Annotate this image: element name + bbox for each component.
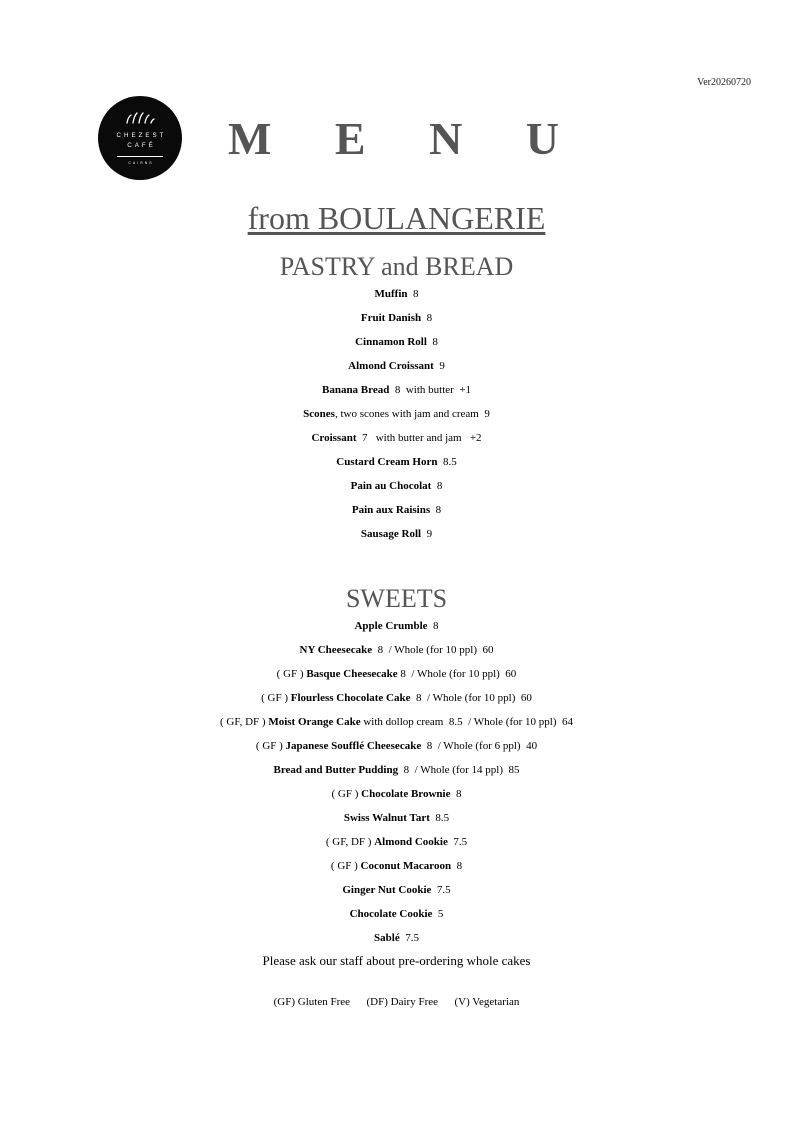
menu-item xyxy=(0,786,793,810)
menu-item xyxy=(0,882,793,906)
menu-item-name: Banana Bread xyxy=(321,384,390,396)
diet-legend: (GF) Gluten Free (DF) Dairy Free (V) Vegetarian xyxy=(273,996,520,1008)
menu-item-price: 7.5 xyxy=(431,884,451,896)
menu-item-price: 8 xyxy=(451,860,463,872)
menu-item-name: Sausage Roll xyxy=(360,528,422,540)
menu-item xyxy=(0,738,793,762)
menu-item xyxy=(0,382,793,406)
menu-item-name: Croissant xyxy=(311,432,357,444)
menu-item xyxy=(0,834,793,858)
menu-item-name: Chocolate Cookie xyxy=(349,908,433,920)
menu-item-price: 7.5 xyxy=(447,836,468,848)
menu-item xyxy=(0,430,793,454)
menu-item-name: Sablé xyxy=(374,932,400,944)
menu-item xyxy=(0,478,793,502)
menu-item-price: , two scones with jam and cream 9 xyxy=(334,408,490,420)
menu-item xyxy=(0,618,793,642)
menu-item-price: 9 xyxy=(421,528,433,540)
menu-item-name: Apple Crumble xyxy=(354,620,428,632)
menu-item-price: 8 xyxy=(426,336,438,348)
menu-item-price: 8 / Whole (for 10 ppl) 60 xyxy=(410,692,532,704)
menu-item-diet-tag: ( GF, DF ) xyxy=(219,716,269,728)
menu-item-name: Ginger Nut Cookie xyxy=(342,884,432,896)
menu-item-diet-tag: ( GF ) xyxy=(276,668,307,680)
menu-item xyxy=(0,906,793,930)
menu-item-name: Fruit Danish xyxy=(360,312,422,324)
logo-line-2: CAFÉ xyxy=(127,142,156,149)
menu-item xyxy=(0,642,793,666)
menu-item-name: Flourless Chocolate Cake xyxy=(290,692,411,704)
version-label: Ver20260720 xyxy=(697,77,751,88)
menu-item-price: 8 / Whole (for 10 ppl) 60 xyxy=(397,668,517,680)
menu-item-price: 8 / Whole (for 14 ppl) 85 xyxy=(398,764,520,776)
menu-item-name: Moist Orange Cake xyxy=(268,716,361,728)
menu-item xyxy=(0,666,793,690)
menu-item-price: with dollop cream 8.5 / Whole (for 10 ppl) 64 xyxy=(360,716,573,728)
section-header: from BOULANGERIE xyxy=(247,200,546,236)
menu-item xyxy=(0,358,793,382)
menu-item-price: 8 xyxy=(421,312,433,324)
menu-item-price: 8.5 xyxy=(437,456,457,468)
menu-item-name: Pain au Chocolat xyxy=(350,480,432,492)
menu-item-name: Almond Cookie xyxy=(374,836,448,848)
menu-item xyxy=(0,810,793,834)
logo-line-1: CHEZEST xyxy=(116,132,167,139)
menu-item-diet-tag: ( GF ) xyxy=(261,692,291,704)
menu-item-name: Japanese Soufflé Cheesecake xyxy=(285,740,422,752)
pastry-list xyxy=(0,286,793,550)
menu-item-price: 8 xyxy=(431,480,443,492)
menu-item-name: Scones xyxy=(303,408,335,420)
menu-item xyxy=(0,310,793,334)
menu-item-price: 8 xyxy=(407,288,419,300)
pastry-category-title: PASTRY and BREAD xyxy=(279,252,514,281)
sweets-category-title: SWEETS xyxy=(345,584,448,613)
menu-item xyxy=(0,334,793,358)
menu-item-price: 8 / Whole (for 6 ppl) 40 xyxy=(421,740,538,752)
preorder-note: Please ask our staff about pre-ordering whole cakes xyxy=(262,953,531,968)
menu-item-price: 8 / Whole (for 10 ppl) 60 xyxy=(372,644,494,656)
menu-item xyxy=(0,690,793,714)
menu-item-diet-tag: ( GF ) xyxy=(330,860,361,872)
menu-item-price: 8 xyxy=(427,620,439,632)
menu-item-name: Almond Croissant xyxy=(348,360,434,372)
menu-item-name: NY Cheesecake xyxy=(299,644,373,656)
menu-item-price: 7 with butter and jam +2 xyxy=(356,432,482,444)
menu-item-price: 5 xyxy=(432,908,444,920)
menu-item xyxy=(0,930,793,954)
menu-item-price: 8 xyxy=(430,504,442,516)
menu-item-price: 9 xyxy=(433,360,445,372)
menu-item xyxy=(0,454,793,478)
menu-item-name: Cinnamon Roll xyxy=(355,336,427,348)
menu-item-diet-tag: ( GF ) xyxy=(331,788,362,800)
menu-item-diet-tag: ( GF, DF ) xyxy=(325,836,375,848)
menu-item xyxy=(0,502,793,526)
menu-item-name: Muffin xyxy=(374,288,408,300)
menu-item-name: Coconut Macaroon xyxy=(360,860,452,872)
menu-item-name: Bread and Butter Pudding xyxy=(273,764,399,776)
menu-item xyxy=(0,406,793,430)
menu-item-name: Basque Cheesecake xyxy=(306,668,398,680)
menu-item-price: 8.5 xyxy=(429,812,450,824)
menu-item-name: Custard Cream Horn xyxy=(336,456,438,468)
menu-item-name: Chocolate Brownie xyxy=(361,788,451,800)
menu-title: M E N U xyxy=(227,113,586,164)
menu-item-name: Swiss Walnut Tart xyxy=(343,812,430,824)
menu-item-price: 8 with butter +1 xyxy=(389,384,471,396)
menu-item-price: 7.5 xyxy=(399,932,419,944)
menu-item-diet-tag: ( GF ) xyxy=(255,740,286,752)
menu-item xyxy=(0,526,793,550)
menu-item-name: Pain aux Raisins xyxy=(351,504,431,516)
logo-subtitle: CAIRNS xyxy=(128,161,154,165)
menu-item xyxy=(0,714,793,738)
menu-item-price: 8 xyxy=(450,788,462,800)
sweets-list xyxy=(0,618,793,954)
menu-item xyxy=(0,286,793,310)
menu-item xyxy=(0,762,793,786)
menu-item xyxy=(0,858,793,882)
